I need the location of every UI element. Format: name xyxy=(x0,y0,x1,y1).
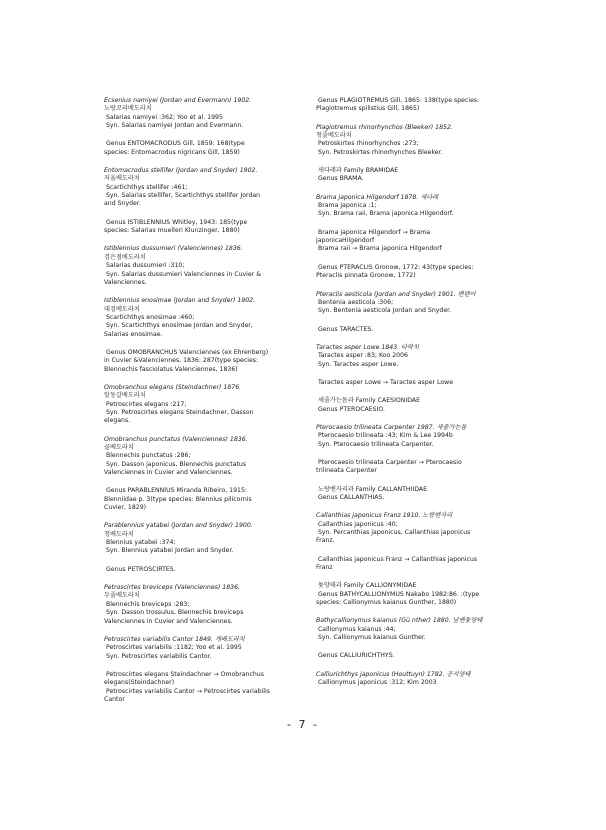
species-entry xyxy=(104,584,321,626)
entry-line: Ecsenius namiyei (Jordan and Evermann) 1902. xyxy=(104,97,252,104)
entry-line: Pterocaesio trilineata :43; Kim & Lee 1994b xyxy=(316,432,453,440)
entry-line: Syn. Taractes asper Lowe. xyxy=(316,360,399,368)
species-entry xyxy=(104,671,321,704)
entry-line: Cuvier, 1829) xyxy=(104,504,147,512)
entry-line: 청줄베도라치 xyxy=(316,132,352,140)
species-entry xyxy=(316,486,533,503)
species-entry xyxy=(104,349,321,374)
species-entry xyxy=(104,522,321,555)
entry-line: Genus CALLIURICHTHYS. xyxy=(316,652,395,660)
entry-line: Genus PLAGIOTREMUS Gill, 1865: 138(type species: xyxy=(316,97,480,104)
species-entry xyxy=(104,487,321,512)
species-entry xyxy=(316,652,533,660)
entry-line: Scartichthys stellifer :461; xyxy=(104,183,188,191)
entry-line: Brama japonica Hilgendorf → Brama xyxy=(316,228,431,236)
species-entry xyxy=(104,436,321,478)
species-entry xyxy=(316,344,533,369)
entry-line: in Cuvier &Valenciennes, 1836: 287(type species: xyxy=(104,357,259,365)
entry-line: 검은점베도라치 xyxy=(104,253,146,261)
species-entry xyxy=(316,264,533,281)
species-entry xyxy=(316,229,533,254)
entry-line: Pteraclis aesticola (Jordan and Snyder) 1901. 벤텐어 xyxy=(316,290,476,298)
entry-line: Callanthias japonicus :40; xyxy=(316,520,398,528)
entry-line: Petroscirtes breviceps (Valenciennes) 1836. xyxy=(104,584,240,592)
entry-line: Salarias namiyei :362; Yoo et al. 1995 xyxy=(104,113,223,121)
entry-line: Syn. Callionymus kaianus Gunther. xyxy=(316,634,426,642)
entry-line: Genus PARABLENNIUS Miranda Ribeiro, 1915: xyxy=(104,487,247,495)
entry-line: Syn. Brama raii, Brama japonica Hilgendorf. xyxy=(316,210,454,218)
entry-line: Genus PTERACLIS Gronow, 1772: 43(type species: xyxy=(316,263,474,271)
entry-line: trilineata Carpenter xyxy=(316,467,377,475)
entry-line: Taractes asper Lowe → Taractes asper Lowe xyxy=(316,378,454,386)
entry-line: Calliurichthys japonicus (Houttuyn) 1782. 공지양태 xyxy=(316,670,471,678)
entry-line: Valenciennes in Cuvier and Valenciennes. xyxy=(104,469,233,477)
entry-line: Genus CALLANTHIAS. xyxy=(316,494,385,501)
entry-line: Bathycallionymus kaianus (Gü nther) 1880. 날쌘돛양태 xyxy=(316,617,483,625)
entry-line: Taractes asper Lowe 1843. 타락치 xyxy=(316,343,420,351)
entry-line: 돛양태과 Family CALLIONYMIDAE xyxy=(316,582,417,590)
entry-line: and Snyder. xyxy=(104,200,141,208)
entry-line: Franz xyxy=(316,564,333,572)
entry-line: 두줄베도라치 xyxy=(104,592,140,600)
entry-line: Syn. Petroscirtes variabilis Cantor. xyxy=(104,652,212,660)
species-entry xyxy=(316,459,533,476)
entry-line: Istiblennius dussumieri (Valenciennes) 1836. xyxy=(104,245,243,253)
entry-line: 청베도라치 xyxy=(104,530,134,538)
entry-line: Petroscirtes elegans :217; xyxy=(104,400,187,408)
entry-line: Pterocaesio trilineata Carpenter → Pterocaesio xyxy=(316,458,462,466)
species-entry xyxy=(316,424,533,449)
entry-line: species: Callionymus kaianus Gunther, 1880) xyxy=(316,599,457,607)
entry-line: species: Salarias muelleri Klunzinger, 1880) xyxy=(104,227,240,235)
species-entry xyxy=(104,636,321,661)
entry-line: Syn. Salarias stellifer, Scartichthys stellifer Jordan xyxy=(104,192,261,200)
species-entry xyxy=(104,384,321,426)
entry-line: Brama raii → Brama japonica Hilgendorf xyxy=(316,245,442,253)
entry-line: Callionymus kaianus :44; xyxy=(316,625,396,633)
entry-line: Blennius yatabei :374; xyxy=(104,539,176,547)
entry-line: Genus BATHYCALLIONYMUS Nakabo 1982:86. :(type xyxy=(316,590,480,598)
entry-line: Cantor xyxy=(104,695,125,703)
entry-line: 대검베도라치 xyxy=(104,305,140,313)
entry-line: Plagiotremus rhinorhynchos (Bleeker) 1852. xyxy=(316,123,453,131)
species-entry xyxy=(316,326,533,334)
entry-line: Franz. xyxy=(316,537,335,545)
species-entry xyxy=(104,566,321,574)
entry-line: Entomacrodus stellifer (Jordan and Snyder) 1902. xyxy=(104,167,258,175)
species-entry xyxy=(316,379,533,387)
entry-line: Syn. Dasson japonicus, Blennechis punctatus xyxy=(104,460,247,468)
species-entry xyxy=(316,617,533,642)
entry-line: elegans. xyxy=(104,417,131,425)
entry-line: Omobranchus punctatus (Valenciennes) 1836. xyxy=(104,435,248,443)
entry-line: Petroscirtes variabilis :1182; Yoo et al. 1995 xyxy=(104,644,242,652)
entry-line: Blennechis punctatus :286; xyxy=(104,452,191,460)
entry-line: Petroscirtes elegans Steindachner → Omobranchus xyxy=(104,670,264,678)
entry-line: Syn. Salarias dussumieri Valenciennes in Cuvier & xyxy=(104,270,262,278)
entry-line: Valenciennes. xyxy=(104,278,147,286)
species-entry xyxy=(316,97,533,114)
entry-line: Salarias enosimae. xyxy=(104,330,163,338)
entry-line: Blenniidae p. 3(type species: Blennius pilicornis xyxy=(104,495,252,503)
species-entry xyxy=(316,397,533,414)
entry-line: species: Entomacrodus nigricans Gill, 1859) xyxy=(104,148,240,156)
entry-line: Pteraclis pinnata Gronow, 1772) xyxy=(316,272,416,280)
entry-line: Petroscirtes variabilis Cantor → Petroscirtes variabilis xyxy=(104,687,270,695)
entry-line: Callanthias japonicus Franz → Callanthias japonicus xyxy=(316,555,478,563)
entry-line: Syn. Salarias namiyei Jordan and Evermann. xyxy=(104,122,244,130)
species-entry xyxy=(104,219,321,236)
species-entry xyxy=(104,167,321,209)
entry-line: Valenciennes in Cuvier and Valenciennes. xyxy=(104,617,233,625)
entry-line: Parablennius yatabei (Jordan and Snyder) 1900. xyxy=(104,522,253,530)
species-entry xyxy=(316,512,533,545)
entry-line: Syn. Percanthias japonicus, Callanthias japonicus xyxy=(316,529,471,537)
entry-line: Plagiotremus spilistius Gill, 1865) xyxy=(316,105,420,113)
entry-line: 노랑벤자리과 Family CALLANTHIIDAE xyxy=(316,485,428,493)
entry-line: Genus PETROSCIRTES. xyxy=(104,565,176,573)
entry-line: Brama japonica Hilgendorf 1878. 새다래 xyxy=(316,193,439,201)
entry-line: 저울베도라치 xyxy=(104,175,140,183)
species-entry xyxy=(104,297,321,339)
entry-line: Scartichthys enosimae :460; xyxy=(104,313,195,321)
entry-line: Salarias dussumieri :310; xyxy=(104,262,185,270)
entry-line: Istiblennius enosimae (Jordan and Snyder) 1902. xyxy=(104,297,256,305)
species-entry xyxy=(104,245,321,287)
entry-line: elegans(Steindachner) xyxy=(104,679,175,687)
species-entry xyxy=(104,140,321,157)
species-entry xyxy=(316,671,533,688)
entry-line: 노랑꼬리베도라치 xyxy=(104,105,152,113)
entry-line: Callanthias japonicus Franz 1910. 노랑벤자리 xyxy=(316,512,453,520)
species-entry xyxy=(316,556,533,573)
entry-line: Pterocaesio trilineata Carpenter 1987. 세줄가는돔 xyxy=(316,423,467,431)
entry-line: Syn. Pterocaesio trilineata Carpenter. xyxy=(316,440,434,448)
entry-line: Genus ENTOMACRODUS Gill, 1859: 168(type xyxy=(104,140,245,148)
entry-line: Blennechis breviceps :283; xyxy=(104,600,190,608)
entry-line: Genus BRAMA. xyxy=(316,175,364,183)
entry-line: Petroskirtes rhinorhynchos :273; xyxy=(316,140,419,148)
entry-line: Syn. Blennius yatabei Jordan and Snyder. xyxy=(104,547,234,555)
species-entry xyxy=(316,167,533,184)
species-entry xyxy=(104,97,321,130)
entry-line: 세줄가는돔과 Family CAESIONIDAE xyxy=(316,397,421,405)
entry-line: Syn. Bentenia aesticola Jordan and Snyder. xyxy=(316,307,452,315)
entry-line: 골베도라치 xyxy=(104,444,134,451)
entry-line: Syn. Petroskirtes rhinorhynchos Bleeker. xyxy=(316,148,443,156)
species-entry xyxy=(316,582,533,607)
entry-line: Genus PTEROCAESIO. xyxy=(316,405,385,413)
entry-line: Syn. Scartichthys enosimae Jordan and Snyder, xyxy=(104,322,253,330)
entry-line: Omobranchus elegans (Steindachner) 1876. xyxy=(104,383,242,391)
entry-line: japonicaHilgendorf xyxy=(316,237,375,245)
entry-line: Syn. Dasson trossulus, Blennechis breviceps xyxy=(104,609,244,617)
entry-line: Genus OMOBRANCHUS Valenciennes (ex Ehrenberg) xyxy=(104,348,269,356)
entry-line: Genus TARACTES. xyxy=(316,325,374,333)
entry-line: Blennechis fasciolatus Valenciennes, 1836) xyxy=(104,365,238,373)
entry-line: Bentenia aesticola :306; xyxy=(316,298,394,306)
species-entry xyxy=(316,291,533,316)
entry-line: Brama japonica :1; xyxy=(316,202,377,210)
page-number: - 7 - xyxy=(287,718,319,731)
entry-line: Callionymus japonicus :312; Kim 2003 xyxy=(316,679,437,687)
entry-line: Taractes asper :83; Koo 2006 xyxy=(316,352,408,360)
entry-line: 앞동갈베도라치 xyxy=(104,392,146,400)
left-column xyxy=(104,97,321,714)
species-entry xyxy=(316,124,533,157)
right-column xyxy=(316,97,533,698)
entry-line: Petroscirtes variabilis Cantor 1849. 개베도라치 xyxy=(104,635,245,643)
entry-line: Syn. Petroscirtes elegans Steindachner, Dasson xyxy=(104,408,254,416)
entry-line: 새다래과 Family BRAMIDAE xyxy=(316,167,399,175)
entry-line: Genus ISTIBLENNIUS Whitley, 1943: 185(type xyxy=(104,218,248,226)
species-entry xyxy=(316,194,533,219)
